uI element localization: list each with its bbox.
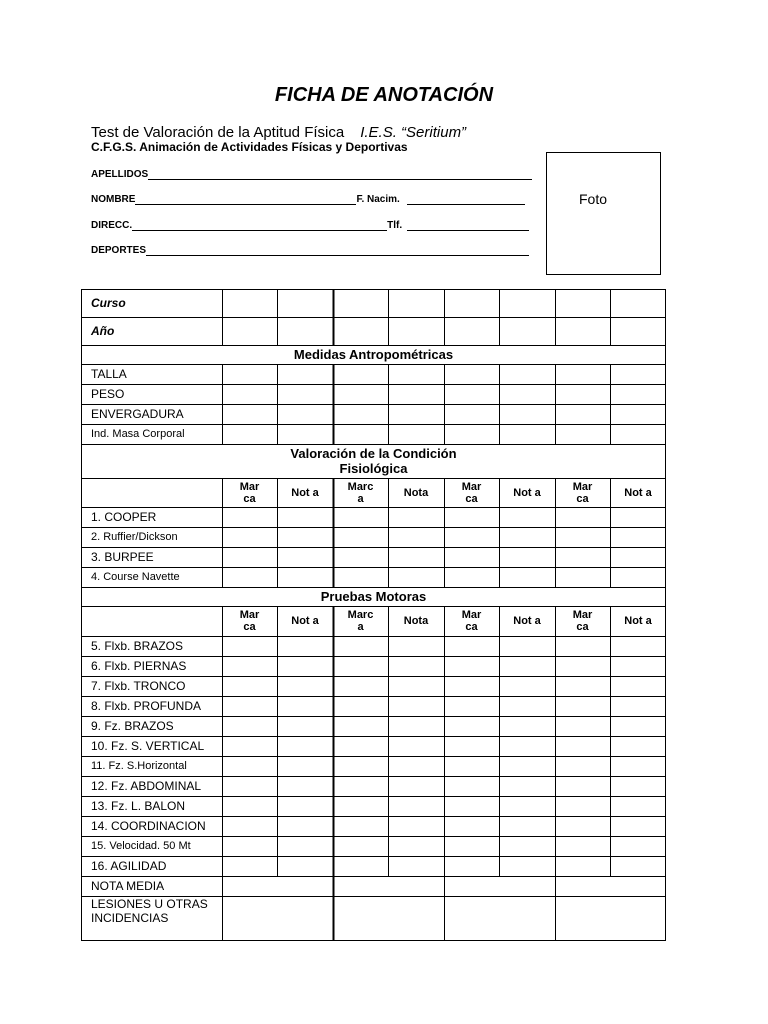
- score-cell[interactable]: [444, 567, 499, 587]
- score-cell[interactable]: [610, 317, 666, 345]
- score-cell[interactable]: [277, 527, 333, 547]
- score-cell[interactable]: [277, 696, 333, 716]
- score-cell[interactable]: [610, 507, 666, 527]
- score-cell[interactable]: [499, 796, 555, 816]
- column-header: Not a: [624, 615, 652, 627]
- score-cell[interactable]: [333, 404, 388, 424]
- fisiologica-row-label: 4. Course Navette: [91, 571, 180, 583]
- score-cell[interactable]: [222, 636, 277, 656]
- fisiologica-row-label: 2. Ruffier/Dickson: [91, 531, 178, 543]
- score-cell[interactable]: [388, 836, 444, 856]
- score-cell[interactable]: [499, 317, 555, 345]
- merged-score-cell[interactable]: [222, 896, 333, 941]
- score-cell[interactable]: [388, 404, 444, 424]
- score-cell[interactable]: [444, 384, 499, 404]
- column-header: Nota: [403, 615, 429, 627]
- lesiones-label: LESIONES U OTRAS INCIDENCIAS: [91, 897, 208, 925]
- score-cell[interactable]: [610, 424, 666, 444]
- deportes-row: [91, 244, 529, 256]
- score-cell[interactable]: [499, 364, 555, 384]
- column-header: Nota: [403, 486, 429, 499]
- test-name: Test de Valoración de la Aptitud Física: [91, 124, 345, 141]
- motora-row-label: 8. Flxb. PROFUNDA: [91, 699, 202, 713]
- motora-row-label: 14. COORDINACION: [91, 819, 206, 833]
- score-cell[interactable]: [555, 696, 610, 716]
- column-header: Mar ca: [461, 609, 482, 633]
- column-header: Mar ca: [239, 609, 260, 633]
- score-cell[interactable]: [555, 856, 610, 876]
- score-cell[interactable]: [610, 776, 666, 796]
- motora-row-label: 11. Fz. S.Horizontal: [91, 760, 187, 772]
- score-cell[interactable]: [222, 796, 277, 816]
- f-nacim-label: F. Nacim.: [356, 194, 400, 205]
- score-cell[interactable]: [555, 384, 610, 404]
- score-cell[interactable]: [444, 796, 499, 816]
- score-cell[interactable]: [277, 289, 333, 317]
- score-cell[interactable]: [388, 289, 444, 317]
- score-cell[interactable]: [388, 636, 444, 656]
- section-valoracion: Valoración de la Condición Fisiológica: [290, 446, 457, 476]
- score-cell[interactable]: [333, 836, 388, 856]
- fisiologica-row-label: 3. BURPEE: [91, 550, 154, 564]
- score-cell[interactable]: [222, 317, 277, 345]
- score-cell[interactable]: [277, 424, 333, 444]
- score-cell[interactable]: [333, 756, 388, 776]
- score-cell[interactable]: [277, 567, 333, 587]
- score-cell[interactable]: [333, 289, 388, 317]
- score-cell[interactable]: [444, 527, 499, 547]
- score-cell[interactable]: [333, 856, 388, 876]
- nombre-label: NOMBRE: [91, 194, 136, 205]
- score-cell[interactable]: [388, 716, 444, 736]
- score-cell[interactable]: [388, 856, 444, 876]
- score-cell[interactable]: [555, 364, 610, 384]
- score-cell[interactable]: [222, 507, 277, 527]
- score-cell[interactable]: [333, 636, 388, 656]
- score-cell[interactable]: [444, 317, 499, 345]
- score-cell[interactable]: [610, 656, 666, 676]
- score-cell[interactable]: [499, 547, 555, 567]
- score-cell[interactable]: [277, 856, 333, 876]
- score-cell[interactable]: [333, 507, 388, 527]
- score-cell[interactable]: [388, 776, 444, 796]
- score-cell[interactable]: [555, 636, 610, 656]
- score-cell[interactable]: [610, 816, 666, 836]
- motora-row-label: 7. Flxb. TRONCO: [91, 679, 186, 693]
- deportes-label: DEPORTES: [91, 245, 147, 256]
- score-cell[interactable]: [333, 567, 388, 587]
- score-cell[interactable]: [333, 676, 388, 696]
- score-cell[interactable]: [444, 636, 499, 656]
- score-cell[interactable]: [277, 317, 333, 345]
- score-cell[interactable]: [555, 547, 610, 567]
- score-cell[interactable]: [444, 289, 499, 317]
- score-cell[interactable]: [388, 527, 444, 547]
- fisiologica-row-label: 1. COOPER: [91, 510, 157, 524]
- score-cell[interactable]: [333, 716, 388, 736]
- section-motoras: Pruebas Motoras: [320, 589, 427, 604]
- score-cell[interactable]: [277, 676, 333, 696]
- score-cell[interactable]: [222, 567, 277, 587]
- score-cell[interactable]: [499, 776, 555, 796]
- score-cell[interactable]: [333, 796, 388, 816]
- column-header: Not a: [513, 486, 541, 499]
- score-cell[interactable]: [499, 696, 555, 716]
- score-cell[interactable]: [555, 424, 610, 444]
- score-cell[interactable]: [499, 676, 555, 696]
- score-cell[interactable]: [277, 384, 333, 404]
- score-cell[interactable]: [499, 716, 555, 736]
- score-cell[interactable]: [499, 527, 555, 547]
- score-cell[interactable]: [222, 527, 277, 547]
- score-cell[interactable]: [444, 547, 499, 567]
- score-cell[interactable]: [222, 696, 277, 716]
- medida-row-label: Ind. Masa Corporal: [91, 428, 185, 440]
- motora-row-label: 12. Fz. ABDOMINAL: [91, 779, 202, 793]
- ano-label: Año: [91, 324, 115, 338]
- score-cell[interactable]: [333, 364, 388, 384]
- score-cell[interactable]: [333, 776, 388, 796]
- score-cell[interactable]: [277, 736, 333, 756]
- score-cell[interactable]: [388, 424, 444, 444]
- column-header: Not a: [513, 615, 541, 627]
- score-cell[interactable]: [333, 696, 388, 716]
- score-cell[interactable]: [499, 756, 555, 776]
- score-cell[interactable]: [222, 364, 277, 384]
- score-cell[interactable]: [555, 317, 610, 345]
- score-cell[interactable]: [388, 656, 444, 676]
- score-cell[interactable]: [277, 756, 333, 776]
- score-cell[interactable]: [333, 816, 388, 836]
- results-table: [81, 289, 666, 941]
- score-cell[interactable]: [444, 507, 499, 527]
- score-cell[interactable]: [388, 507, 444, 527]
- score-cell[interactable]: [555, 507, 610, 527]
- course-name: C.F.G.S. Animación de Actividades Físicas y Deportivas: [91, 140, 408, 154]
- header-blank-cell: [81, 606, 222, 636]
- score-cell[interactable]: [555, 756, 610, 776]
- score-cell[interactable]: [444, 676, 499, 696]
- tlf-field[interactable]: [407, 219, 529, 231]
- score-cell[interactable]: [610, 289, 666, 317]
- direcc-row: [91, 219, 529, 231]
- score-cell[interactable]: [222, 776, 277, 796]
- score-cell[interactable]: [222, 756, 277, 776]
- score-cell[interactable]: [444, 364, 499, 384]
- direcc-field[interactable]: [132, 219, 387, 231]
- merged-score-cell[interactable]: [222, 876, 333, 896]
- score-cell[interactable]: [555, 736, 610, 756]
- score-cell[interactable]: [499, 736, 555, 756]
- header-blank-cell: [81, 478, 222, 507]
- score-cell[interactable]: [610, 756, 666, 776]
- score-cell[interactable]: [444, 856, 499, 876]
- score-cell[interactable]: [333, 384, 388, 404]
- score-cell[interactable]: [610, 736, 666, 756]
- score-cell[interactable]: [499, 816, 555, 836]
- nombre-row: [91, 193, 525, 205]
- motora-row-label: 6. Flxb. PIERNAS: [91, 659, 187, 673]
- column-header: Marc a: [347, 480, 374, 505]
- score-cell[interactable]: [222, 424, 277, 444]
- score-cell[interactable]: [277, 547, 333, 567]
- score-cell[interactable]: [610, 384, 666, 404]
- score-cell[interactable]: [277, 816, 333, 836]
- score-cell[interactable]: [444, 836, 499, 856]
- score-cell[interactable]: [555, 796, 610, 816]
- tlf-label: Tlf.: [387, 220, 403, 231]
- score-cell[interactable]: [555, 836, 610, 856]
- school-name: I.E.S. “Seritium”: [360, 124, 467, 141]
- score-cell[interactable]: [388, 696, 444, 716]
- photo-label: Foto: [579, 191, 608, 207]
- motora-row-label: 9. Fz. BRAZOS: [91, 719, 174, 733]
- score-cell[interactable]: [499, 424, 555, 444]
- score-cell[interactable]: [277, 507, 333, 527]
- score-cell[interactable]: [555, 527, 610, 547]
- score-cell[interactable]: [610, 716, 666, 736]
- score-cell[interactable]: [333, 317, 388, 345]
- score-cell[interactable]: [499, 507, 555, 527]
- score-cell[interactable]: [333, 656, 388, 676]
- score-cell[interactable]: [277, 836, 333, 856]
- column-header: Not a: [624, 486, 652, 499]
- score-cell[interactable]: [222, 404, 277, 424]
- score-cell[interactable]: [222, 547, 277, 567]
- direcc-label: DIRECC.: [91, 220, 133, 231]
- column-header: Mar ca: [572, 609, 593, 633]
- score-cell[interactable]: [555, 676, 610, 696]
- section-medidas: Medidas Antropométricas: [293, 347, 454, 362]
- motora-row-label: 5. Flxb. BRAZOS: [91, 639, 184, 653]
- apellidos-label: APELLIDOS: [91, 169, 149, 180]
- score-cell[interactable]: [499, 636, 555, 656]
- score-cell[interactable]: [444, 716, 499, 736]
- apellidos-field[interactable]: [148, 168, 532, 180]
- merged-score-cell[interactable]: [333, 876, 444, 896]
- score-cell[interactable]: [499, 289, 555, 317]
- score-cell[interactable]: [555, 567, 610, 587]
- score-cell[interactable]: [388, 676, 444, 696]
- column-header: Mar ca: [572, 480, 593, 505]
- score-cell[interactable]: [610, 547, 666, 567]
- motora-row-label: 13. Fz. L. BALON: [91, 799, 186, 813]
- score-cell[interactable]: [277, 656, 333, 676]
- score-cell[interactable]: [277, 716, 333, 736]
- score-cell[interactable]: [610, 636, 666, 656]
- deportes-field[interactable]: [146, 244, 529, 256]
- score-cell[interactable]: [555, 816, 610, 836]
- score-cell[interactable]: [444, 656, 499, 676]
- score-cell[interactable]: [277, 796, 333, 816]
- score-cell[interactable]: [222, 716, 277, 736]
- score-cell[interactable]: [444, 756, 499, 776]
- score-cell[interactable]: [444, 736, 499, 756]
- score-cell[interactable]: [610, 836, 666, 856]
- f-nacim-field[interactable]: [407, 193, 525, 205]
- score-cell[interactable]: [555, 716, 610, 736]
- score-cell[interactable]: [333, 547, 388, 567]
- score-cell[interactable]: [610, 567, 666, 587]
- column-header: Not a: [291, 486, 319, 499]
- score-cell[interactable]: [388, 796, 444, 816]
- page-title: FICHA DE ANOTACIÓN: [274, 84, 494, 106]
- score-cell[interactable]: [610, 364, 666, 384]
- score-cell[interactable]: [222, 856, 277, 876]
- score-cell[interactable]: [610, 856, 666, 876]
- score-cell[interactable]: [222, 676, 277, 696]
- curso-label: Curso: [91, 296, 126, 310]
- score-cell[interactable]: [333, 736, 388, 756]
- score-cell[interactable]: [555, 656, 610, 676]
- column-header: Not a: [291, 615, 319, 627]
- score-cell[interactable]: [610, 796, 666, 816]
- merged-score-cell[interactable]: [555, 896, 666, 941]
- score-cell[interactable]: [499, 404, 555, 424]
- score-cell[interactable]: [610, 404, 666, 424]
- photo-box: [546, 152, 661, 275]
- score-cell[interactable]: [222, 289, 277, 317]
- medida-row-label: PESO: [91, 387, 125, 401]
- score-cell[interactable]: [388, 567, 444, 587]
- score-cell[interactable]: [277, 364, 333, 384]
- score-cell[interactable]: [444, 696, 499, 716]
- column-header: Marc a: [347, 609, 374, 633]
- score-cell[interactable]: [388, 756, 444, 776]
- score-cell[interactable]: [388, 384, 444, 404]
- score-cell[interactable]: [499, 567, 555, 587]
- motora-row-label: 15. Velocidad. 50 Mt: [91, 840, 191, 852]
- score-cell[interactable]: [277, 636, 333, 656]
- merged-score-cell[interactable]: [555, 876, 666, 896]
- score-cell[interactable]: [388, 364, 444, 384]
- score-cell[interactable]: [444, 404, 499, 424]
- score-cell[interactable]: [444, 776, 499, 796]
- score-cell[interactable]: [388, 816, 444, 836]
- score-cell[interactable]: [222, 736, 277, 756]
- score-cell[interactable]: [444, 816, 499, 836]
- score-cell[interactable]: [610, 527, 666, 547]
- score-cell[interactable]: [222, 816, 277, 836]
- score-cell[interactable]: [222, 836, 277, 856]
- score-cell[interactable]: [499, 856, 555, 876]
- test-subtitle: [91, 124, 466, 141]
- medida-row-label: TALLA: [91, 367, 127, 381]
- merged-score-cell[interactable]: [333, 896, 444, 941]
- column-header: Mar ca: [461, 480, 482, 505]
- nombre-field[interactable]: [135, 193, 356, 205]
- nota-media-label: NOTA MEDIA: [91, 879, 165, 893]
- merged-score-cell[interactable]: [444, 896, 555, 941]
- score-cell[interactable]: [388, 736, 444, 756]
- score-cell[interactable]: [388, 317, 444, 345]
- score-cell[interactable]: [388, 547, 444, 567]
- score-cell[interactable]: [222, 656, 277, 676]
- score-cell[interactable]: [499, 836, 555, 856]
- motora-row-label: 10. Fz. S. VERTICAL: [91, 739, 205, 753]
- column-header: Mar ca: [239, 480, 260, 505]
- score-cell[interactable]: [555, 289, 610, 317]
- score-cell[interactable]: [555, 776, 610, 796]
- score-cell[interactable]: [277, 404, 333, 424]
- medida-row-label: ENVERGADURA: [91, 407, 184, 421]
- merged-score-cell[interactable]: [444, 876, 555, 896]
- score-cell[interactable]: [277, 776, 333, 796]
- motora-row-label: 16. AGILIDAD: [91, 859, 167, 873]
- score-cell[interactable]: [610, 696, 666, 716]
- score-cell[interactable]: [555, 404, 610, 424]
- score-cell[interactable]: [333, 424, 388, 444]
- score-cell[interactable]: [499, 656, 555, 676]
- score-cell[interactable]: [499, 384, 555, 404]
- score-cell[interactable]: [444, 424, 499, 444]
- score-cell[interactable]: [333, 527, 388, 547]
- apellidos-row: [91, 168, 532, 180]
- score-cell[interactable]: [222, 384, 277, 404]
- score-cell[interactable]: [610, 676, 666, 696]
